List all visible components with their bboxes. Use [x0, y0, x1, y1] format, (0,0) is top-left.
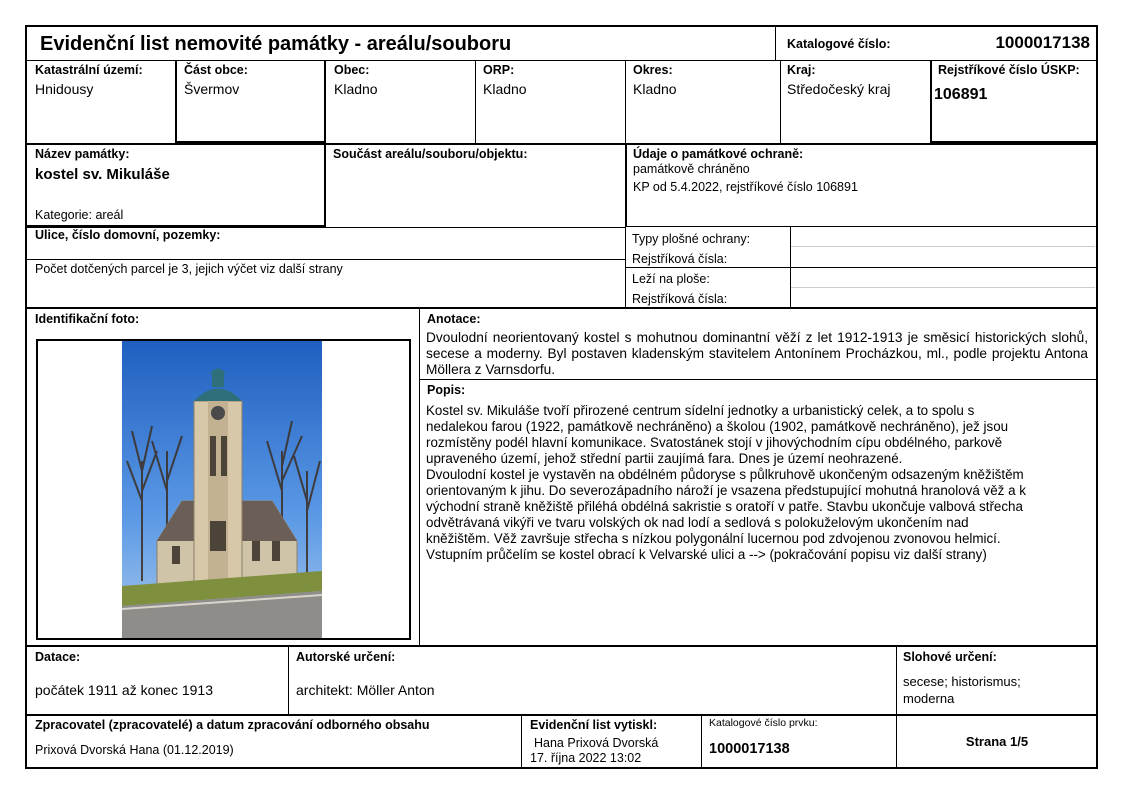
katalog-prvku-label: Katalogové číslo prvku: — [709, 717, 818, 729]
rejstrikova-cisla-label: Rejstříková čísla: — [632, 252, 728, 266]
divider — [625, 267, 1098, 268]
page-title: Evidenční list nemovité památky - areálu/souboru — [40, 33, 512, 55]
divider — [790, 287, 1095, 288]
church-photo — [122, 341, 322, 638]
divider — [896, 714, 897, 769]
popis-line: nedalekou farou (1922, památkově nechráněno) a školou (1902, památkově nechráněno), jež jsou — [426, 419, 1009, 434]
rejstrik-label: Rejstříkové číslo ÚSKP: — [938, 63, 1080, 77]
divider — [419, 379, 1098, 380]
typy-label: Typy plošné ochrany: — [632, 232, 751, 246]
kraj-value: Středočeský kraj — [787, 81, 891, 97]
anotace-label: Anotace: — [427, 312, 481, 326]
catalog-number: 1000017138 — [995, 33, 1090, 52]
autor-label: Autorské určení: — [296, 650, 396, 664]
divider — [780, 60, 781, 143]
divider — [475, 60, 476, 143]
kategorie: Kategorie: areál — [35, 208, 124, 222]
obec-label: Obec: — [334, 63, 370, 77]
nazev-value: kostel sv. Mikuláše — [35, 166, 170, 183]
katastralni-label: Katastrální území: — [35, 63, 143, 77]
popis-line: Kostel sv. Mikuláše tvoří přirozené centrum sídelní jednotky a urbanistický celek, a to spolu s — [426, 403, 975, 418]
popis-line: Dvoulodní kostel je vystavěn na obdélném půdoryse s půlkruhově ukončeným odsazeným kněžištěm — [426, 467, 1024, 482]
soucast-label: Součást areálu/souboru/objektu: — [333, 147, 528, 161]
divider — [701, 714, 702, 769]
katastralni-value: Hnidousy — [35, 81, 94, 97]
zpracovatel-label: Zpracovatel (zpracovatelé) a datum zpracování odborného obsahu — [35, 718, 430, 732]
okres-label: Okres: — [633, 63, 673, 77]
ochrana-line2: KP od 5.4.2022, rejstříkové číslo 106891 — [633, 180, 858, 194]
orp-value: Kladno — [483, 81, 527, 97]
photo-label: Identifikační foto: — [35, 312, 140, 326]
nazev-label: Název památky: — [35, 147, 130, 161]
popis-text — [426, 403, 1026, 563]
kraj-label: Kraj: — [787, 63, 816, 77]
datace-value: počátek 1911 až konec 1913 — [35, 682, 213, 698]
obec-value: Kladno — [334, 81, 378, 97]
divider — [419, 307, 420, 645]
popis-line: Vstupním průčelím se kostel obrací k Velvarské ulici a --> (pokračování popisu viz další strany) — [426, 547, 987, 562]
rejstrikova-cisla-label: Rejstříková čísla: — [632, 292, 728, 306]
vytiskl-label: Evidenční list vytiskl: — [530, 718, 658, 732]
okres-value: Kladno — [633, 81, 677, 97]
ulice-label: Ulice, číslo domovní, pozemky: — [35, 228, 221, 242]
divider — [790, 246, 1095, 247]
ochrana-label: Údaje o památkové ochraně: — [633, 147, 804, 161]
rejstrik-value: 106891 — [934, 86, 988, 103]
parcely-text: Počet dotčených parcel je 3, jejich výčet viz další strany — [35, 262, 343, 276]
popis-line: upraveného území, jehož střední partii zaujímá fara. Dnes je území neohrazené. — [426, 451, 903, 466]
divider — [521, 714, 522, 769]
lezi-label: Leží na ploše: — [632, 272, 710, 286]
zpracovatel-value: Prixová Dvorská Hana (01.12.2019) — [35, 743, 234, 757]
ochrana-line1: památkově chráněno — [633, 162, 750, 176]
sloh-line1: secese; historismus; — [903, 674, 1021, 689]
divider — [896, 645, 897, 714]
popis-line: odvětrávaná vikýři ve tvaru volských ok nad lodí a sedlová s polokuželovým ukončením nad — [426, 515, 969, 530]
sloh-line2: moderna — [903, 691, 955, 706]
divider — [288, 645, 289, 714]
divider — [625, 60, 626, 143]
katalog-prvku-value: 1000017138 — [709, 741, 790, 757]
popis-line: východní straně kněžiště přiléhá obdélná sakristie s oratoří v patře. Stavbu ukončuje valbová střecha — [426, 499, 1023, 514]
divider — [775, 25, 776, 60]
vytiskl-line1: Hana Prixová Dvorská — [534, 736, 659, 750]
divider — [25, 307, 1098, 309]
cast-obce-label: Část obce: — [184, 63, 248, 77]
popis-line: kněžištěm. Věž završuje střecha s nízkou polygonální lucernou pod zdvojenou zvonovou helmicí. — [426, 531, 1001, 546]
page-number: Strana 1/5 — [965, 734, 1029, 749]
autor-value: architekt: Möller Anton — [296, 682, 435, 698]
sloh-label: Slohové určení: — [903, 650, 997, 664]
popis-line: rozmístěny podél hlavní komunikace. Svatostánek stojí v jihovýchodním cípu obdélného, parkově — [426, 435, 1003, 450]
divider — [790, 226, 791, 307]
popis-label: Popis: — [427, 383, 466, 397]
divider — [25, 259, 625, 260]
orp-label: ORP: — [483, 63, 515, 77]
catalog-label: Katalogové číslo: — [787, 37, 891, 51]
divider — [25, 645, 1098, 647]
anotace-text: Dvoulodní neorientovaný kostel s mohutnou dominantní věží z let 1912-1913 je směsicí historických slohů, secese a moderny. Byl postaven kladenským stavitelem Antonínem Procházkou, ml., podle projektu Antona Möllera z Varnsdorfu. — [426, 330, 1088, 377]
vytiskl-line2: 17. října 2022 13:02 — [530, 751, 642, 765]
datace-label: Datace: — [35, 650, 81, 664]
popis-line: orientovaným k jihu. Do severozápadního nároží je vsazena předstupující mohutná hranolová věž a k — [426, 483, 1026, 498]
cast-obce-value: Švermov — [184, 81, 240, 97]
divider — [25, 714, 1098, 716]
